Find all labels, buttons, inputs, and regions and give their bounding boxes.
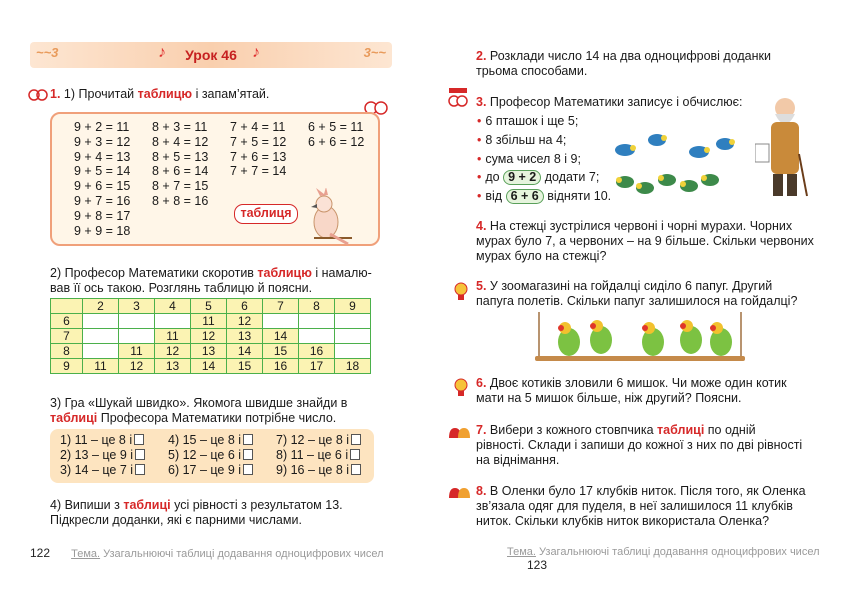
table-cell: 11	[119, 344, 155, 359]
table-cell: 7	[263, 299, 299, 314]
task-number: 8.	[476, 484, 487, 498]
equation: 9 + 4 = 13	[74, 149, 131, 164]
task1-heading	[50, 87, 269, 102]
equation: 7 + 4 = 11	[230, 120, 286, 134]
find-fast-game-box	[50, 429, 374, 483]
table-cell: 14	[227, 344, 263, 359]
table-cell	[119, 314, 155, 329]
answer-checkbox[interactable]	[351, 434, 361, 445]
table-cell	[335, 344, 371, 359]
professor-icon	[445, 88, 471, 112]
task-number: 3.	[476, 95, 487, 109]
lightbulb-icon	[451, 376, 471, 398]
r-task4-line3: мурах було на стежці?	[476, 249, 607, 263]
highlight-word: таблиці	[657, 423, 705, 437]
table-cell: 5	[191, 299, 227, 314]
bell-icon: ♪	[252, 44, 260, 61]
r-task2-line1	[476, 49, 771, 64]
table-cell: 14	[263, 329, 299, 344]
birds-illustration	[605, 122, 755, 200]
table-cell: 12	[191, 329, 227, 344]
task2-text-line2: вав її ось такою. Розглянь таблицю й поясни.	[50, 281, 313, 295]
game-item	[60, 463, 145, 478]
table-cell: 15	[263, 344, 299, 359]
highlight-word: таблицю	[257, 266, 312, 280]
r-task8-line3: ниток. Скільки клубків ниток використала Оленка?	[476, 514, 770, 528]
task4-text-line2: Підкресли доданки, які є парними числами.	[50, 513, 302, 527]
expression-pill: 6 + 6	[506, 189, 544, 204]
table-cell: 13	[227, 329, 263, 344]
equation: 9 + 9 = 18	[74, 223, 131, 238]
right-page	[425, 0, 849, 600]
r-task4-line1	[476, 219, 792, 234]
game-item	[168, 433, 253, 448]
table-cell	[83, 329, 119, 344]
task-text: Професор Математики записує і обчислює:	[486, 95, 743, 109]
r-task3-item: • 6 пташок і ще 5;	[477, 114, 579, 128]
task-text: 2) Професор Математики скоротив	[50, 266, 258, 280]
page-number: 123	[527, 558, 548, 572]
equation: 8 + 7 = 15	[152, 179, 209, 194]
expression-pill: 9 + 2	[503, 170, 541, 185]
equation: 7 + 6 = 13	[230, 149, 287, 164]
table-cell: 12	[119, 359, 155, 374]
highlight-word: таблиці	[123, 498, 171, 512]
task-text: і намалю-	[311, 266, 372, 280]
answer-checkbox[interactable]	[351, 464, 361, 475]
table-cell: 15	[227, 359, 263, 374]
item-text: 8 збільш на 4;	[485, 133, 567, 147]
equation: 6 + 6 = 12	[308, 134, 365, 149]
equation: 9 + 5 = 14	[74, 164, 131, 179]
answer-checkbox[interactable]	[134, 434, 144, 445]
table-cell	[119, 329, 155, 344]
table-row	[51, 359, 371, 374]
task-text: В Оленки було 17 клубків ниток. Після того, як Оленка	[486, 484, 806, 498]
answer-checkbox[interactable]	[350, 449, 360, 460]
table-cell: 3	[119, 299, 155, 314]
equation: 9 + 8 = 17	[74, 208, 131, 223]
bell-icon: ♪	[158, 44, 166, 61]
table-cell: 11	[191, 314, 227, 329]
table-cell	[335, 314, 371, 329]
equation: 9 + 7 = 16	[74, 193, 131, 208]
footer-topic: Узагальнюючі таблиці додавання одноцифрових чисел	[100, 548, 384, 560]
game-item	[276, 433, 361, 448]
table-cell: 12	[227, 314, 263, 329]
r-task7-line1	[476, 423, 756, 438]
table-cell: 6	[51, 314, 83, 329]
item-text: відняти 10.	[543, 189, 612, 203]
table-cell: 16	[263, 359, 299, 374]
equation: 8 + 5 = 13	[152, 149, 209, 164]
r-task3-item: • до 9 + 2 додати 7;	[477, 170, 600, 184]
bells-icon	[445, 484, 473, 502]
task-text: по одній	[704, 423, 756, 437]
game-text: 8) 11 – це 6 і	[276, 448, 349, 462]
footer-label: Тема.	[507, 546, 536, 558]
table-cell: 8	[51, 344, 83, 359]
equation: 8 + 3 = 11	[152, 120, 208, 134]
equation: 7 + 7 = 14	[230, 164, 287, 179]
bells-icon	[445, 424, 473, 442]
game-item	[168, 463, 253, 478]
table-column-8	[152, 120, 208, 209]
table-row	[51, 329, 371, 344]
table-cell: 12	[155, 344, 191, 359]
r-task4-line2: мурах було 7, а червоних – на 9 більше. Скільки червоних	[476, 234, 814, 248]
game-item	[276, 463, 361, 478]
answer-checkbox[interactable]	[135, 464, 145, 475]
highlight-word: таблицю	[137, 87, 193, 101]
item-text: сума чисел 8 і 9;	[485, 152, 581, 166]
left-page	[0, 0, 424, 600]
table-cell: 13	[155, 359, 191, 374]
table-cell	[51, 299, 83, 314]
table-cell: 2	[83, 299, 119, 314]
game-text: 1) 11 – це 8 і	[60, 433, 133, 447]
r-task2-line2: трьома способами.	[476, 64, 588, 78]
task-number: 7.	[476, 423, 487, 437]
task3-text-line2	[50, 411, 336, 426]
left-footer	[30, 546, 384, 560]
table-cell: 11	[155, 329, 191, 344]
answer-checkbox[interactable]	[243, 434, 253, 445]
game-text: 7) 12 – це 8 і	[276, 433, 350, 447]
table-column-7	[230, 120, 286, 179]
table-cell: 6	[227, 299, 263, 314]
task-text: Двоє котиків зловили 6 мишок. Чи може один котик	[486, 376, 787, 390]
game-item	[168, 448, 253, 463]
equation: 8 + 6 = 14	[152, 164, 209, 179]
task-number: 2.	[476, 49, 487, 63]
table-tag: таблиця	[234, 204, 298, 224]
table-cell	[335, 329, 371, 344]
task-text: 4) Випиши з	[50, 498, 124, 512]
equation: 9 + 2 = 11	[74, 120, 130, 134]
game-item	[60, 433, 144, 448]
table-column-9	[74, 120, 130, 238]
item-text: 6 пташок і ще 5;	[485, 114, 579, 128]
equation: 8 + 8 = 16	[152, 193, 209, 208]
task-text: усі рівності з результатом 13.	[170, 498, 343, 512]
short-addition-table	[50, 298, 371, 374]
game-text: 9) 16 – це 8 і	[276, 463, 350, 477]
swirl-decoration-icon: 3~~	[363, 45, 386, 60]
highlight-word: таблиці	[50, 411, 98, 425]
page-number: 122	[30, 546, 51, 560]
task-number: 1.	[50, 87, 61, 101]
task-number: 4.	[476, 219, 487, 233]
table-cell	[299, 329, 335, 344]
answer-checkbox[interactable]	[135, 449, 145, 460]
r-task8-line1	[476, 484, 806, 499]
equation: 9 + 3 = 12	[74, 134, 131, 149]
r-task6-line1	[476, 376, 787, 391]
table-cell: 18	[335, 359, 371, 374]
table-cell	[83, 344, 119, 359]
task-text: Професора Математики потрібне число.	[97, 411, 337, 425]
table-cell: 8	[299, 299, 335, 314]
r-task8-line2: зв’язала одяг для пуделя, в неї залишилося 11 клубків	[476, 499, 793, 513]
parrots-swing-illustration	[535, 312, 745, 368]
equation: 7 + 5 = 12	[230, 134, 287, 149]
game-text: 6) 17 – це 9 і	[168, 463, 242, 477]
table-cell	[155, 314, 191, 329]
table-row	[51, 314, 371, 329]
equation: 6 + 5 = 11	[308, 120, 364, 134]
r-task5-line2: папуга полетів. Скільки папуг залишилося на гойдалці?	[476, 294, 798, 308]
task4-text-line1	[50, 498, 343, 513]
task3-text-line1: 3) Гра «Шукай швидко». Якомога швидше знайди в	[50, 396, 348, 410]
item-text: додати 7;	[541, 170, 600, 184]
lightbulb-icon	[451, 280, 471, 302]
lesson-header	[30, 42, 392, 68]
task-text: 1) Прочитай	[63, 87, 138, 101]
equation: 9 + 6 = 15	[74, 179, 131, 194]
right-footer	[507, 546, 849, 572]
task-number: 6.	[476, 376, 487, 390]
swirl-decoration-icon: ~~3	[36, 45, 59, 60]
task-text: і запам’ятай.	[192, 87, 270, 101]
table-cell: 13	[191, 344, 227, 359]
item-text: від	[485, 189, 506, 203]
r-task7-line2: рівності. Склади і запиши до кожної з них по дві рівності	[476, 438, 803, 452]
task-text: На стежці зустрілися червоні і чорні мурахи. Чорних	[486, 219, 793, 233]
table-header-row	[51, 299, 371, 314]
table-cell: 11	[83, 359, 119, 374]
r-task3-item: • 8 збільш на 4;	[477, 133, 567, 147]
table-cell: 17	[299, 359, 335, 374]
task-text: У зоомагазині на гойдалці сиділо 6 папуг. Другий	[486, 279, 773, 293]
table-cell: 9	[51, 359, 83, 374]
footer-label: Тема.	[71, 548, 101, 560]
table-cell: 14	[191, 359, 227, 374]
r-task3-heading	[476, 95, 742, 110]
professor-glasses-icon	[28, 86, 48, 104]
task2-text-line1	[50, 266, 372, 281]
r-task3-item: • від 6 + 6 відняти 10.	[477, 189, 612, 203]
footer-topic: Узагальнюючі таблиці додавання одноцифрових чисел	[535, 546, 820, 558]
game-text: 2) 13 – це 9 і	[60, 448, 134, 462]
item-text: до	[485, 170, 504, 184]
table-cell: 9	[335, 299, 371, 314]
table-cell	[83, 314, 119, 329]
r-task3-item: • сума чисел 8 і 9;	[477, 152, 581, 166]
task-text: Розклади число 14 на два одноцифрові доданки	[486, 49, 771, 63]
game-text: 4) 15 – це 8 і	[168, 433, 242, 447]
r-task7-line3: на віднімання.	[476, 453, 560, 467]
professor-illustration	[755, 94, 815, 198]
table-row	[51, 344, 371, 359]
game-text: 5) 12 – це 6 і	[168, 448, 242, 462]
task-text: Вибери з кожного стовпчика	[486, 423, 658, 437]
game-item	[60, 448, 145, 463]
lesson-title: Урок 46	[185, 47, 237, 63]
table-cell: 7	[51, 329, 83, 344]
table-cell	[263, 314, 299, 329]
game-text: 3) 14 – це 7 і	[60, 463, 134, 477]
answer-checkbox[interactable]	[243, 449, 253, 460]
table-cell: 16	[299, 344, 335, 359]
r-task5-line1	[476, 279, 772, 294]
table-cell: 4	[155, 299, 191, 314]
table-column-6	[308, 120, 364, 150]
cockatoo-icon	[300, 188, 354, 246]
equation: 8 + 4 = 12	[152, 134, 209, 149]
r-task6-line2: мати на 5 мишок більше, ніж другий? Поясни.	[476, 391, 742, 405]
task-number: 5.	[476, 279, 487, 293]
answer-checkbox[interactable]	[243, 464, 253, 475]
table-cell	[299, 314, 335, 329]
game-item	[276, 448, 360, 463]
